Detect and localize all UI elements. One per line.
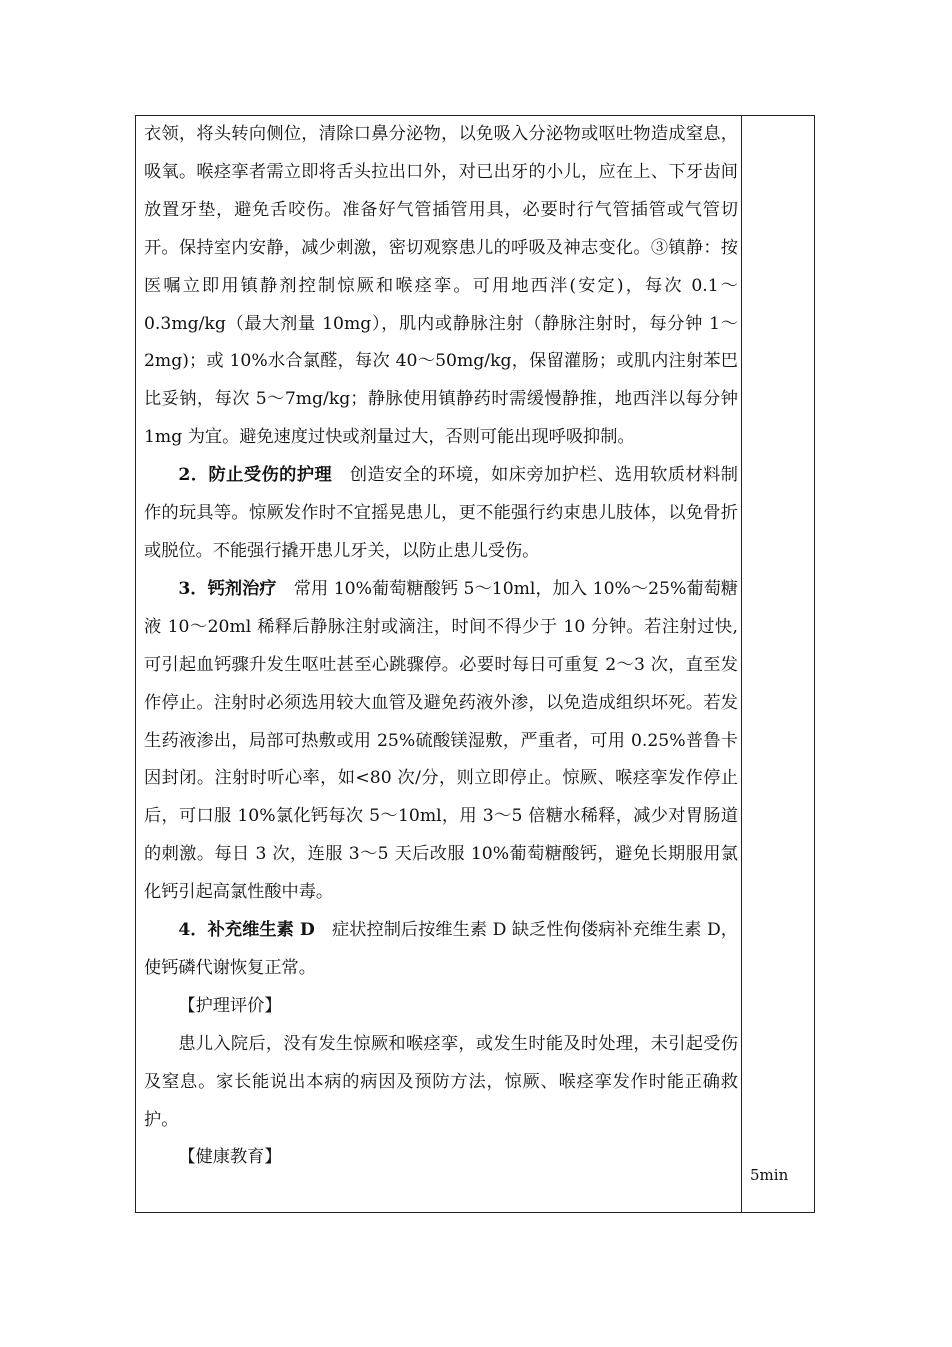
section-4-heading: 4．补充维生素 D bbox=[178, 920, 315, 941]
section-4-paragraph bbox=[144, 912, 738, 988]
content-cell bbox=[144, 116, 738, 1177]
section-3-heading: 3．钙剂治疗 bbox=[178, 578, 277, 599]
lesson-table bbox=[135, 115, 815, 1213]
section-2-paragraph bbox=[144, 457, 738, 571]
evaluation-paragraph: 患儿入院后，没有发生惊厥和喉痉挛，或发生时能及时处理，未引起受伤及窒息。家长能说出本病的病因及预防方法，惊厥、喉痉挛发作时能正确救护。 bbox=[144, 1033, 738, 1130]
evaluation-heading: 【护理评价】 bbox=[178, 995, 282, 1016]
section-4-text: 症状控制后按维生素 D 缺乏性佝偻病补充维生素 D，使钙磷代谢恢复正常。 bbox=[144, 920, 738, 978]
section-2-heading: 2．防止受伤的护理 bbox=[178, 465, 333, 486]
section-3-paragraph bbox=[144, 571, 738, 912]
section-2-text: 创造安全的环境，如床旁加护栏、选用软质材料制作的玩具等。惊厥发作时不宜摇晃患儿，更不能强行约束患儿肢体，以免骨折或脱位。不能强行撬开患儿牙关，以防止患儿受伤。 bbox=[144, 465, 738, 561]
time-allocation: 5min bbox=[750, 1166, 789, 1184]
section-3-text: 常用 10%葡萄糖酸钙 5～10ml，加入 10%～25%葡萄糖液 10～20ml 稀释后静脉注射或滴注，时间不得少于 10 分钟。若注射过快,可引起血钙骤升发生呕吐甚至心跳骤停。必要时每日可重复 2～3 次，直至发作停止。注射时必须选用较大血管及避免药液外渗，以免造成组织坏死。若发生药液渗出，局部可热敷或用 25%硫酸镁湿敷，严重者，可用 0.25%普鲁卡因封闭。注射时听心率，如<80 次/分，则立即停止。惊厥、喉痉挛发作停止后，可口服 10%氯化钙每次 5～10ml，用 3～5 倍糖水稀释，减少对胃肠道的刺激。每日 3 次，连服 3～5 天后改服 10%葡萄糖酸钙，避免长期服用氯化钙引起高氯性酸中毒。 bbox=[144, 578, 738, 903]
education-heading: 【健康教育】 bbox=[178, 1147, 282, 1168]
column-divider bbox=[741, 116, 742, 1212]
intro-paragraph: 衣领，将头转向侧位，清除口鼻分泌物，以免吸入分泌物或呕吐物造成窒息，吸氧。喉痉挛者需立即将舌头拉出口外，对已出牙的小儿，应在上、下牙齿间放置牙垫，避免舌咬伤。准备好气管插管用具，必要时行气管插管或气管切开。保持室内安静，减少刺激，密切观察患儿的呼吸及神志变化。③镇静：按医嘱立即用镇静剂控制惊厥和喉痉挛。可用地西泮(安定)，每次 0.1～0.3mg/kg（最大剂量 10mg），肌内或静脉注射（静脉注射时，每分钟 1～2mg)；或 10%水合氯醛，每次 40～50mg/kg，保留灌肠；或肌内注射苯巴比妥钠，每次 5～7mg/kg；静脉使用镇静药时需缓慢静推，地西泮以每分钟 1mg 为宜。避免速度过快或剂量过大，否则可能出现呼吸抑制。 bbox=[144, 124, 738, 448]
